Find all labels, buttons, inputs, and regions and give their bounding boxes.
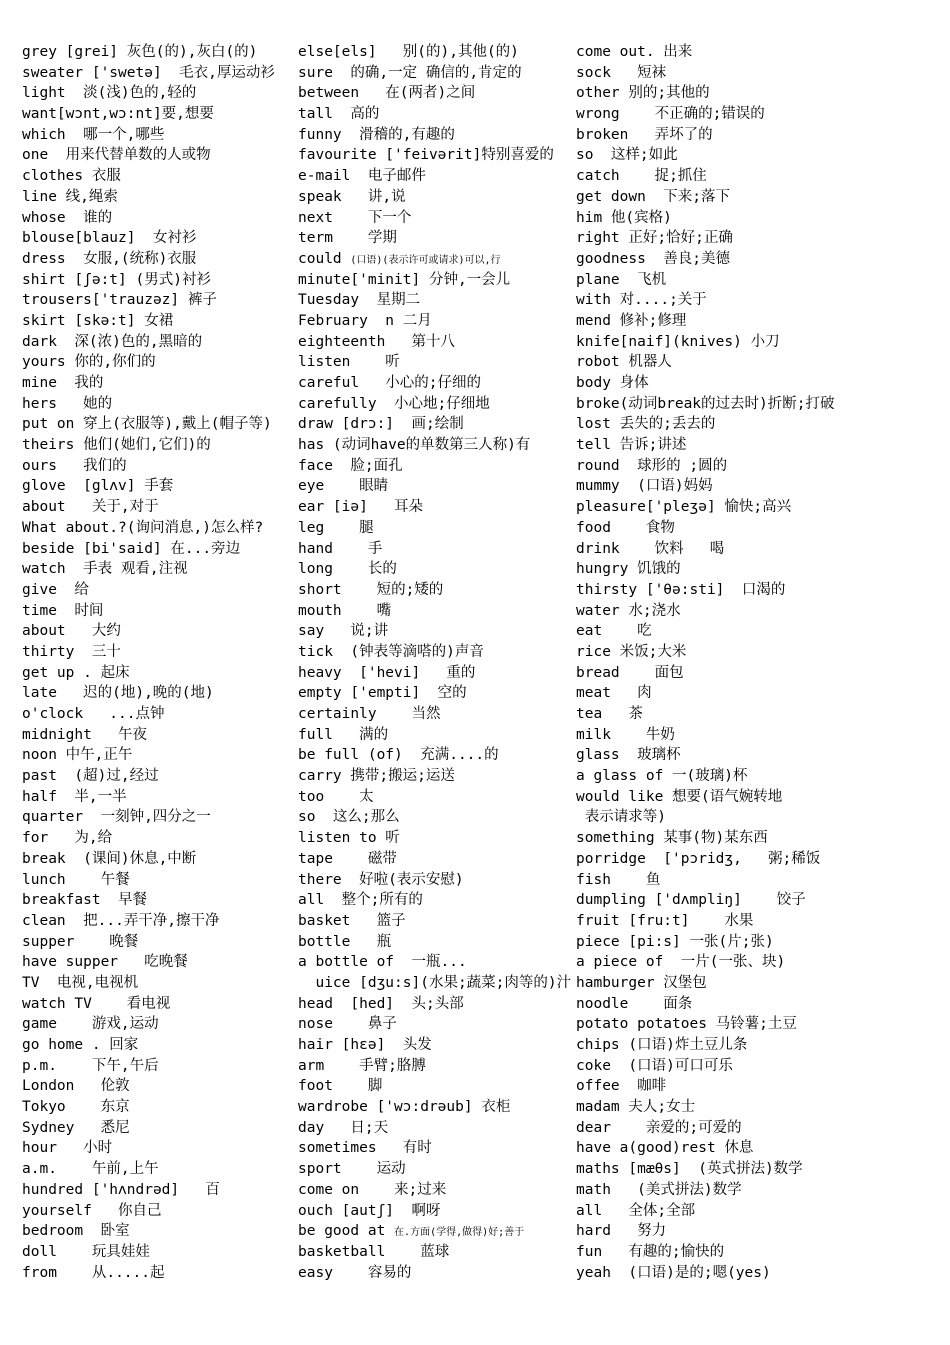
vocab-entry: mouth 嘴: [298, 602, 392, 619]
vocab-entry-be-good-at: [298, 1221, 576, 1242]
vocab-entry: lunch 午餐: [22, 871, 130, 888]
vocab-entry: about 关于,对于: [22, 499, 159, 516]
vocab-entry: right 正好;恰好;正确: [576, 230, 733, 247]
vocab-entry: long 长的: [298, 561, 397, 578]
vocab-entry: break (课间)休息,中断: [22, 850, 197, 867]
vocab-entry: there 好啦(表示安慰): [298, 871, 464, 888]
vocab-entry: chips (口语)炸土豆儿条: [576, 1037, 748, 1053]
vocab-entry: Tokyo 东京: [22, 1099, 130, 1116]
vocab-entry: him 他(宾格): [576, 209, 672, 226]
vocab-entry: porridge ['pɔridʒ, 粥;稀饭: [576, 850, 821, 867]
vocab-entry: pleasure['pleʒə] 愉快;高兴: [576, 499, 792, 516]
vocab-entry: What about.?(询问消息,)怎么样?: [22, 519, 264, 536]
vocab-entry: listen 听: [298, 354, 400, 371]
vocab-entry: day 日;天: [298, 1119, 389, 1136]
vocab-entry: come on 来;过来: [298, 1181, 447, 1198]
vocab-entry: thirsty ['θə:sti] 口渴的: [576, 581, 786, 598]
vocab-entry: madam 夫人;女士: [576, 1099, 696, 1116]
vocab-small-note: (口语)(表示许可或请求)可以,行: [350, 254, 501, 266]
vocab-entry: February n 二月: [298, 312, 432, 329]
vocab-entry: robot 机器人: [576, 354, 672, 371]
vocab-entry: sure 的确,一定 确信的,肯定的: [298, 64, 522, 81]
vocab-entry: bedroom 卧室: [22, 1223, 130, 1240]
vocab-entry: get down 下来;落下: [576, 188, 731, 205]
vocab-entry: Tuesday 星期二: [298, 292, 421, 309]
vocab-entry: say 说;讲: [298, 623, 389, 640]
vocab-entry: have a(good)rest 休息: [576, 1140, 754, 1157]
vocab-entry: hard 努力: [576, 1223, 667, 1240]
vocab-entry: for 为,给: [22, 830, 113, 847]
vocab-entry: one 用来代替单数的人或物: [22, 147, 211, 164]
vocab-entry: light 淡(浅)色的,轻的: [22, 85, 197, 102]
vocab-entry: noodle 面条: [576, 995, 693, 1012]
vocab-entry: hundred ['hʌndrəd] 百: [22, 1181, 220, 1198]
vocab-entry: put on 穿上(衣服等),戴上(帽子等): [22, 416, 272, 433]
vocab-entry-could: [298, 249, 576, 270]
vocab-entry: want[wɔnt,wɔ:nt]要,想要: [22, 106, 214, 123]
vocab-entry: eighteenth 第十八: [298, 333, 455, 350]
vocab-entry: head [hed] 头;头部: [298, 995, 464, 1012]
vocab-entry: theirs 他们(她们,它们)的: [22, 437, 211, 454]
vocab-entry: eat 吃: [576, 623, 652, 640]
vocab-entry: something 某事(物)某东西: [576, 830, 768, 847]
vocab-entry: coke (口语)可口可乐: [576, 1057, 733, 1074]
vocab-entry: all 整个;所有的: [298, 892, 423, 909]
vocab-entry: food 食物: [576, 519, 675, 536]
vocab-entry: body 身体: [576, 375, 649, 391]
vocab-entry: come out. 出来: [576, 44, 693, 60]
vocab-entry: short 短的;矮的: [298, 581, 444, 598]
vocab-entry: 表示请求等): [576, 809, 666, 826]
vocab-entry: broken 弄坏了的: [576, 126, 713, 143]
vocab-entry: meat 肉: [576, 685, 652, 702]
vocab-entry: clean 把...弄干净,擦干净: [22, 912, 220, 929]
vocab-word: be good at: [298, 1223, 386, 1240]
vocab-entry: time 时间: [22, 602, 104, 619]
vocab-entry: fruit [fru:t] 水果: [576, 912, 754, 929]
vocab-entry: all 全体;全部: [576, 1202, 696, 1219]
vocab-entry: dumpling ['dʌmpliŋ] 饺子: [576, 892, 806, 909]
vocab-entry: tick (钟表等滴嗒的)声音: [298, 643, 484, 660]
vocab-entry: late 迟的(地),晚的(地): [22, 685, 214, 702]
vocab-entry: too 太: [298, 788, 374, 805]
vocab-entry: would like 想要(语气婉转地: [576, 788, 783, 805]
vocab-entry: wrong 不正确的;错误的: [576, 106, 765, 123]
vocab-entry: quarter 一刻钟,四分之一: [22, 809, 211, 826]
vocab-entry: beside [bi'said] 在...旁边: [22, 540, 241, 557]
vocab-entry: tell 告诉;讲述: [576, 437, 687, 454]
vocab-entry: tea 茶: [576, 706, 643, 722]
vocab-entry: speak 讲,说: [298, 188, 406, 205]
vocab-entry: e-mail 电子邮件: [298, 168, 426, 185]
vocab-entry: between 在(两者)之间: [298, 85, 476, 102]
vocab-entry: catch 捉;抓住: [576, 168, 707, 185]
vocab-entry: hamburger 汉堡包: [576, 974, 707, 991]
vocab-entry: goodness 善良;美德: [576, 250, 731, 267]
vocab-entry: skirt [skə:t] 女裙: [22, 312, 174, 329]
vocab-entry: mine 我的: [22, 375, 104, 391]
vocab-entry: yeah (口语)是的;嗯(yes): [576, 1264, 771, 1281]
vocab-entry: mummy (口语)妈妈: [576, 478, 713, 495]
vocab-entry: has (动词have的单数第三人称)有: [298, 437, 531, 454]
vocab-entry: sport 运动: [298, 1161, 406, 1178]
vocab-entry: hand 手: [298, 540, 383, 557]
vocab-entry: dear 亲爱的;可爱的: [576, 1119, 742, 1136]
vocab-entry: half 半,一半: [22, 788, 127, 805]
vocab-entry: dress 女服,(统称)衣服: [22, 250, 197, 267]
vocab-entry: tall 高的: [298, 106, 380, 123]
vocab-entry: supper 晚餐: [22, 933, 139, 950]
vocab-entry: water 水;浇水: [576, 602, 681, 619]
vocab-entry: basket 篮子: [298, 912, 406, 929]
vocab-entry: knife[naif](knives) 小刀: [576, 333, 780, 350]
vocab-entry: ours 我们的: [22, 457, 127, 474]
vocab-entry: next 下一个: [298, 209, 412, 226]
vocab-entry: sweater ['swetə] 毛衣,厚运动衫: [22, 64, 275, 81]
vocab-entry: draw [drɔ:] 画;绘制: [298, 416, 464, 433]
vocab-entry: whose 谁的: [22, 209, 113, 226]
vocab-entry: foot 脚: [298, 1078, 383, 1095]
vocab-entry: TV 电视,电视机: [22, 974, 139, 991]
vocab-entry: breakfast 早餐: [22, 892, 148, 909]
vocab-entry: careful 小心的;仔细的: [298, 375, 482, 391]
vocab-entry: listen to 听: [298, 830, 400, 847]
vocab-entry: trousers['trauzəz] 裤子: [22, 292, 217, 309]
vocab-entry: minute['minit] 分钟,一会儿: [298, 271, 511, 288]
vocab-entry: fun 有趣的;愉快的: [576, 1243, 725, 1260]
vocab-entry: grey [grei] 灰色(的),灰白(的): [22, 44, 258, 60]
vocab-entry: sock 短袜: [576, 64, 667, 81]
vocab-entry: piece [pi:s] 一张(片;张): [576, 933, 774, 950]
vocab-entry: noon 中午,正午: [22, 747, 133, 764]
vocab-entry: yours 你的,你们的: [22, 354, 156, 371]
vocab-entry: ouch [autʃ] 啊呀: [298, 1202, 441, 1219]
vocab-entry: glass 玻璃杯: [576, 747, 681, 764]
vocab-entry: sometimes 有时: [298, 1140, 432, 1157]
vocabulary-column-3: [576, 42, 936, 1283]
vocab-entry: o'clock ...点钟: [22, 706, 165, 722]
vocab-entry: a bottle of 一瓶...: [298, 954, 467, 971]
vocab-entry: certainly 当然: [298, 706, 441, 722]
vocab-entry: a piece of 一片(一张、块): [576, 954, 786, 971]
vocab-entry: Sydney 悉尼: [22, 1119, 130, 1136]
vocab-entry: thirty 三十: [22, 643, 121, 660]
vocab-entry: game 游戏,运动: [22, 1016, 159, 1033]
vocab-entry: about 大约: [22, 623, 121, 640]
vocab-entry: round 球形的 ;圆的: [576, 457, 728, 474]
vocabulary-column-2: [298, 42, 576, 1283]
vocab-entry: bread 面包: [576, 664, 684, 681]
vocab-entry: shirt [ʃə:t] (男式)衬衫: [22, 271, 211, 288]
vocab-entry: get up . 起床: [22, 664, 130, 681]
vocab-entry: favourite ['feivərit]特别喜爱的: [298, 147, 554, 164]
vocab-entry: funny 滑稽的,有趣的: [298, 126, 455, 143]
vocab-entry: else[els] 别(的),其他(的): [298, 44, 519, 60]
vocab-entry: math (美式拼法)数学: [576, 1181, 742, 1198]
vocab-entry: drink 饮料 喝: [576, 540, 725, 557]
vocab-entry: easy 容易的: [298, 1264, 412, 1281]
vocab-entry: p.m. 下午,午后: [22, 1057, 159, 1074]
vocab-entry: have supper 吃晚餐: [22, 954, 188, 971]
vocab-entry: lost 丢失的;丢去的: [576, 416, 716, 433]
vocab-entry: rice 米饭;大米: [576, 643, 687, 660]
vocab-entry: a.m. 午前,上午: [22, 1161, 159, 1178]
vocab-entry: basketball 蓝球: [298, 1243, 450, 1260]
vocab-entry: dark 深(浓)色的,黑暗的: [22, 333, 203, 350]
vocab-entry: heavy ['hevi] 重的: [298, 664, 476, 681]
vocab-entry: broke(动词break的过去时)折断;打破: [576, 395, 835, 412]
vocab-entry: fish 鱼: [576, 871, 661, 888]
vocab-entry: mend 修补;修理: [576, 312, 687, 329]
vocab-entry: leg 腿: [298, 519, 374, 536]
vocab-entry: eye 眼睛: [298, 478, 389, 495]
vocab-entry: bottle 瓶: [298, 933, 392, 950]
vocab-entry: so 这样;如此: [576, 147, 678, 164]
vocab-entry: full 满的: [298, 726, 389, 743]
vocabulary-column-1: [22, 42, 298, 1283]
vocab-entry: face 脸;面孔: [298, 457, 403, 474]
vocab-entry: offee 咖啡: [576, 1078, 667, 1095]
vocab-entry: hers 她的: [22, 395, 113, 412]
vocab-entry: with 对....;关于: [576, 292, 707, 309]
vocab-entry: other 别的;其他的: [576, 85, 710, 102]
vocab-entry: wardrobe ['wɔ:drəub] 衣柜: [298, 1099, 511, 1116]
vocab-entry: ear [iə] 耳朵: [298, 499, 424, 516]
vocab-entry: glove [glʌv] 手套: [22, 478, 174, 495]
vocab-entry: doll 玩具娃娃: [22, 1243, 150, 1260]
vocab-entry: carry 携带;搬运;运送: [298, 768, 455, 785]
vocab-entry: hungry 饥饿的: [576, 561, 681, 578]
vocab-entry: arm 手臂;胳膊: [298, 1057, 426, 1074]
vocab-entry: watch TV 看电视: [22, 995, 171, 1012]
vocab-entry: potato potatoes 马铃薯;土豆: [576, 1016, 797, 1033]
vocab-entry: carefully 小心地;仔细地: [298, 395, 490, 412]
vocab-entry: maths [mæθs] (英式拼法)数学: [576, 1161, 803, 1178]
vocab-word: could: [298, 250, 342, 267]
vocab-entry: from 从.....起: [22, 1264, 165, 1281]
vocab-entry: be full (of) 充满....的: [298, 747, 499, 764]
vocab-entry: a glass of 一(玻璃)杯: [576, 768, 748, 785]
vocab-entry: so 这么;那么: [298, 809, 400, 826]
vocab-entry: hair [hɛə] 头发: [298, 1037, 432, 1053]
vocab-entry: hour 小时: [22, 1140, 113, 1157]
vocab-small-note: 在.方面(学得,做得)好;善于: [394, 1227, 525, 1239]
vocab-entry: London 伦敦: [22, 1078, 130, 1095]
vocab-entry: nose 鼻子: [298, 1016, 397, 1033]
vocab-entry: midnight 午夜: [22, 726, 148, 743]
vocab-entry: empty ['empti] 空的: [298, 685, 467, 702]
vocab-entry: milk 牛奶: [576, 726, 675, 743]
vocab-entry: uice [dʒu:s](水果;蔬菜;肉等的)汁: [298, 974, 572, 991]
vocab-entry: watch 手表 观看,注视: [22, 561, 188, 578]
vocab-entry: blouse[blauz] 女衬衫: [22, 230, 197, 247]
vocab-entry: yourself 你自己: [22, 1202, 162, 1219]
vocab-entry: past (超)过,经过: [22, 768, 159, 785]
vocab-entry: tape 磁带: [298, 850, 397, 867]
vocab-entry: go home . 回家: [22, 1037, 139, 1053]
vocab-entry: clothes 衣服: [22, 168, 121, 185]
vocab-entry: give 给: [22, 581, 89, 598]
vocab-entry: which 哪一个,哪些: [22, 126, 165, 143]
vocab-entry: plane 飞机: [576, 271, 667, 288]
vocab-entry: term 学期: [298, 230, 397, 247]
vocab-entry: line 线,绳索: [22, 188, 118, 205]
